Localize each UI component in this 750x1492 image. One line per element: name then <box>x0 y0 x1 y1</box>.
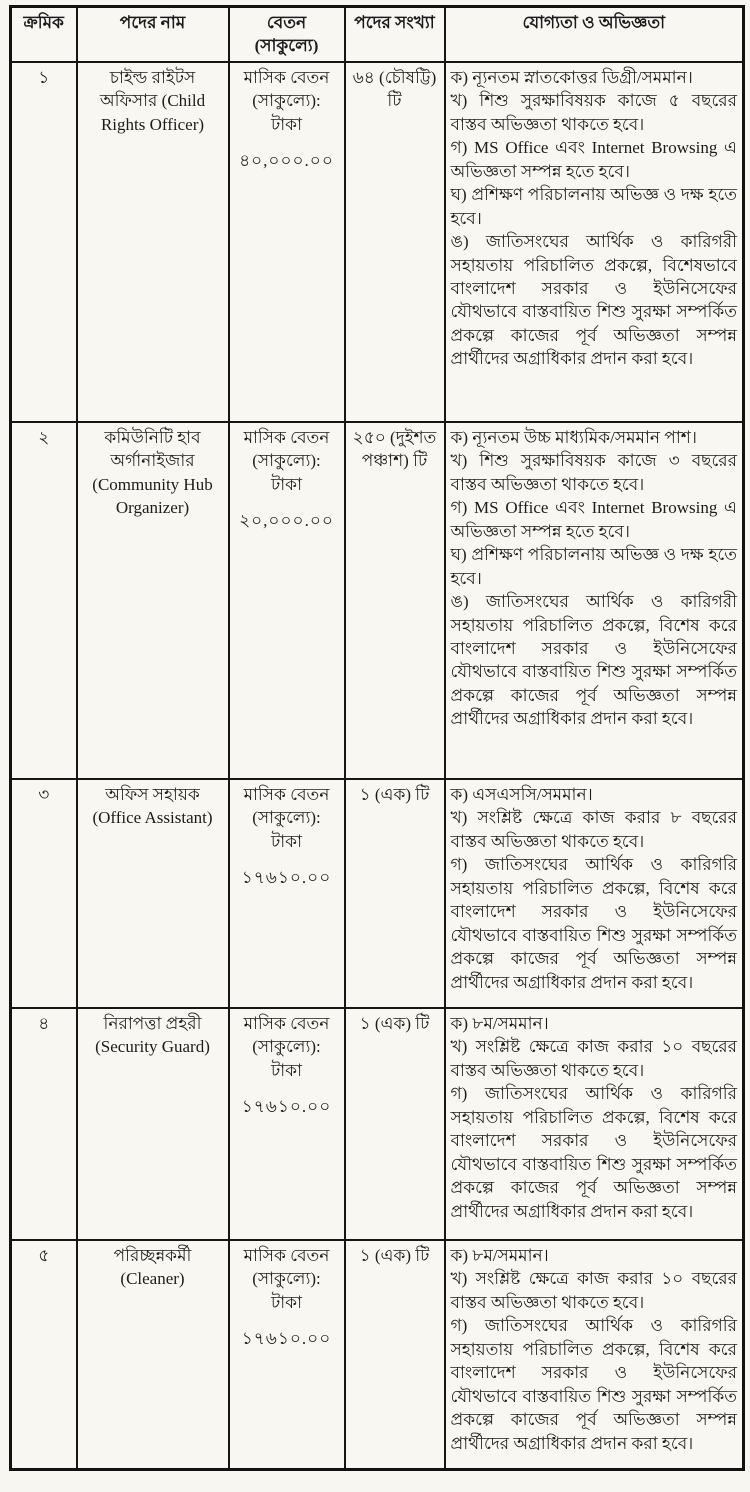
list-item-text: খ) সংশ্লিষ্ট ক্ষেত্রে কাজ করার ৮ বছরের বাস্তব অভিজ্ঞতা থাকতে হবে। <box>450 808 737 851</box>
list-item-text: খ) সংশ্লিষ্ট ক্ষেত্রে কাজ করার ১০ বছরের বাস্তব অভিজ্ঞতা থাকতে হবে। <box>450 1269 737 1312</box>
list-item-text: (সাকুল্যে): <box>252 1269 321 1289</box>
header-post-name: পদের নাম <box>77 7 229 62</box>
salary <box>229 422 345 779</box>
table-row <box>11 1008 744 1240</box>
list-item-text: খ) সংশ্লিষ্ট ক্ষেত্রে কাজ করার ১০ বছরের বাস্তব অভিজ্ঞতা থাকতে হবে। <box>450 1037 737 1080</box>
list-item-text: ২০,০০০.০০ <box>239 511 334 531</box>
post-name: অফিস সহায়ক (Office Assistant) <box>77 779 229 1008</box>
list-item-text: ঘ) প্রশিক্ষণ পরিচালনায় অভিজ্ঞ ও দক্ষ হতে হবে। <box>450 545 737 588</box>
list-item-text: টাকা <box>270 114 302 134</box>
salary <box>229 1008 345 1240</box>
salary <box>229 1240 345 1470</box>
table-row <box>11 422 744 779</box>
list-item-text: মাসিক বেতন <box>243 67 330 87</box>
salary-lines <box>235 426 339 533</box>
header-serial: ক্রমিক <box>11 7 77 62</box>
list-item-text: গ) জাতিসংঘের আর্থিক ও কারিগরি সহায়তায় পরিচালিত প্রকল্পে, বিশেষ করে বাংলাদেশ সরকার ও ইউনিসেফের যৌথভাবে বাস্তবায়িত শিশু সুরক্ষা সম্পর্কিত প্রকল্পে কাজের পূর্ব অভিজ্ঞতা সম্পন্ন প্রার্থীদের অগ্রাধিকার প্রদান করা হবে। <box>450 1316 737 1453</box>
serial-number: ৪ <box>11 1008 77 1240</box>
list-item-text: খ) শিশু সুরক্ষাবিষয়ক কাজে ৩ বছরের বাস্তব অভিজ্ঞতা থাকতে হবে। <box>450 451 737 494</box>
post-name: পরিচ্ছন্নকর্মী (Cleaner) <box>77 1240 229 1470</box>
serial-number: ১ <box>11 62 77 422</box>
list-item-text: ১৭৬১০.০০ <box>241 1097 332 1117</box>
list-item-text: গ) MS Office এবং Internet Browsing এ অভিজ্ঞতা সম্পন্ন হতে হবে। <box>450 138 737 181</box>
list-item-text: মাসিক বেতন <box>243 1245 330 1265</box>
vacancy-count: ১ (এক) টি <box>345 1240 445 1470</box>
list-item-text: (সাকুল্যে): <box>252 451 321 471</box>
list-item-text: টাকা <box>270 474 302 494</box>
list-item-text: মাসিক বেতন <box>243 427 330 447</box>
salary-lines <box>235 783 339 890</box>
vacancy-count: ১ (এক) টি <box>345 779 445 1008</box>
header-salary: বেতন (সাকুল্যে) <box>229 7 345 62</box>
qualification-list <box>451 1012 738 1223</box>
serial-number: ২ <box>11 422 77 779</box>
list-item-text: ক) ৮ম/সমমান। <box>450 1013 549 1033</box>
qualifications <box>445 1008 744 1240</box>
list-item-text: ক) ন্যূনতম স্নাতকোত্তর ডিগ্রী/সমমান। <box>450 67 693 87</box>
table-header-row <box>11 7 744 62</box>
list-item-text: মাসিক বেতন <box>243 1013 330 1033</box>
list-item-text: ক) এসএসসি/সমমান। <box>450 784 593 804</box>
list-item-text: গ) জাতিসংঘের আর্থিক ও কারিগরি সহায়তায় পরিচালিত প্রকল্পে, বিশেষ করে বাংলাদেশ সরকার ও ইউনিসেফের যৌথভাবে বাস্তবায়িত শিশু সুরক্ষা সম্পর্কিত প্রকল্পে কাজের পূর্ব অভিজ্ঞতা সম্পন্ন প্রার্থীদের অগ্রাধিকার প্রদান করা হবে। <box>450 855 737 992</box>
list-item-text: ঙ) জাতিসংঘের আর্থিক ও কারিগরী সহায়তায় পরিচালিত প্রকল্পে, বিশেষ করে বাংলাদেশ সরকার ও ইউনিসেফের যৌথভাবে বাস্তবায়িত শিশু সুরক্ষা সম্পর্কিত প্রকল্পে কাজের পূর্ব অভিজ্ঞতা সম্পন্ন প্রার্থীদের অগ্রাধিকার প্রদান করা হবে। <box>450 592 737 729</box>
table-row <box>11 1240 744 1470</box>
list-item-text: ৪০,০০০.০০ <box>239 151 334 171</box>
post-name: কমিউনিটি হাব অর্গানাইজার (Community Hub Organizer) <box>77 422 229 779</box>
list-item-text: ১৭৬১০.০০ <box>241 868 332 888</box>
qualification-list <box>451 426 738 731</box>
post-name: নিরাপত্তা প্রহরী (Security Guard) <box>77 1008 229 1240</box>
salary-lines <box>235 1012 339 1119</box>
qualification-list <box>451 783 738 994</box>
table-row <box>11 779 744 1008</box>
list-item-text: ক) ন্যূনতম উচ্চ মাধ্যমিক/সমমান পাশ। <box>450 427 697 447</box>
list-item-text: টাকা <box>270 831 302 851</box>
recruitment-table <box>9 5 745 1471</box>
salary-lines <box>235 1244 339 1351</box>
serial-number: ৩ <box>11 779 77 1008</box>
post-name: চাইল্ড রাইটস অফিসার (Child Rights Officer) <box>77 62 229 422</box>
qualification-list <box>451 66 738 371</box>
list-item-text: মাসিক বেতন <box>243 784 330 804</box>
qualifications <box>445 779 744 1008</box>
vacancy-count: ১ (এক) টি <box>345 1008 445 1240</box>
list-item-text: খ) শিশু সুরক্ষাবিষয়ক কাজে ৫ বছরের বাস্তব অভিজ্ঞতা থাকতে হবে। <box>450 91 737 134</box>
qualifications <box>445 422 744 779</box>
vacancy-count: ৬৪ (চৌষট্টি) টি <box>345 62 445 422</box>
header-qualifications: যোগ্যতা ও অভিজ্ঞতা <box>445 7 744 62</box>
qualifications <box>445 1240 744 1470</box>
list-item-text: ঘ) প্রশিক্ষণ পরিচালনায় অভিজ্ঞ ও দক্ষ হতে হবে। <box>450 185 737 228</box>
vacancy-count: ২৫০ (দুইশত পঞ্চাশ) টি <box>345 422 445 779</box>
serial-number: ৫ <box>11 1240 77 1470</box>
salary <box>229 62 345 422</box>
header-vacancy: পদের সংখ্যা <box>345 7 445 62</box>
list-item-text: ঙ) জাতিসংঘের আর্থিক ও কারিগরী সহায়তায় পরিচালিত প্রকল্পে, বিশেষভাবে বাংলাদেশ সরকার ও ইউনিসেফের যৌথভাবে বাস্তবায়িত শিশু সুরক্ষা সম্পর্কিত প্রকল্পে কাজের পূর্ব অভিজ্ঞতা সম্পন্ন প্রার্থীদের অগ্রাধিকার প্রদান করা হবে। <box>450 232 737 369</box>
qualification-list <box>451 1244 738 1455</box>
qualifications <box>445 62 744 422</box>
salary <box>229 779 345 1008</box>
list-item-text: (সাকুল্যে): <box>252 91 321 111</box>
list-item-text: টাকা <box>270 1060 302 1080</box>
salary-lines <box>235 66 339 173</box>
table-row <box>11 62 744 422</box>
list-item-text: (সাকুল্যে): <box>252 1037 321 1057</box>
list-item-text: ১৭৬১০.০০ <box>241 1329 332 1349</box>
list-item-text: গ) জাতিসংঘের আর্থিক ও কারিগরি সহায়তায় পরিচালিত প্রকল্পে, বিশেষ করে বাংলাদেশ সরকার ও ইউনিসেফের যৌথভাবে বাস্তবায়িত শিশু সুরক্ষা সম্পর্কিত প্রকল্পে কাজের পূর্ব অভিজ্ঞতা সম্পন্ন প্রার্থীদের অগ্রাধিকার প্রদান করা হবে। <box>450 1084 737 1221</box>
list-item-text: গ) MS Office এবং Internet Browsing এ অভিজ্ঞতা সম্পন্ন হতে হবে। <box>450 498 737 541</box>
list-item-text: টাকা <box>270 1292 302 1312</box>
list-item-text: ক) ৮ম/সমমান। <box>450 1245 549 1265</box>
list-item-text: (সাকুল্যে): <box>252 808 321 828</box>
